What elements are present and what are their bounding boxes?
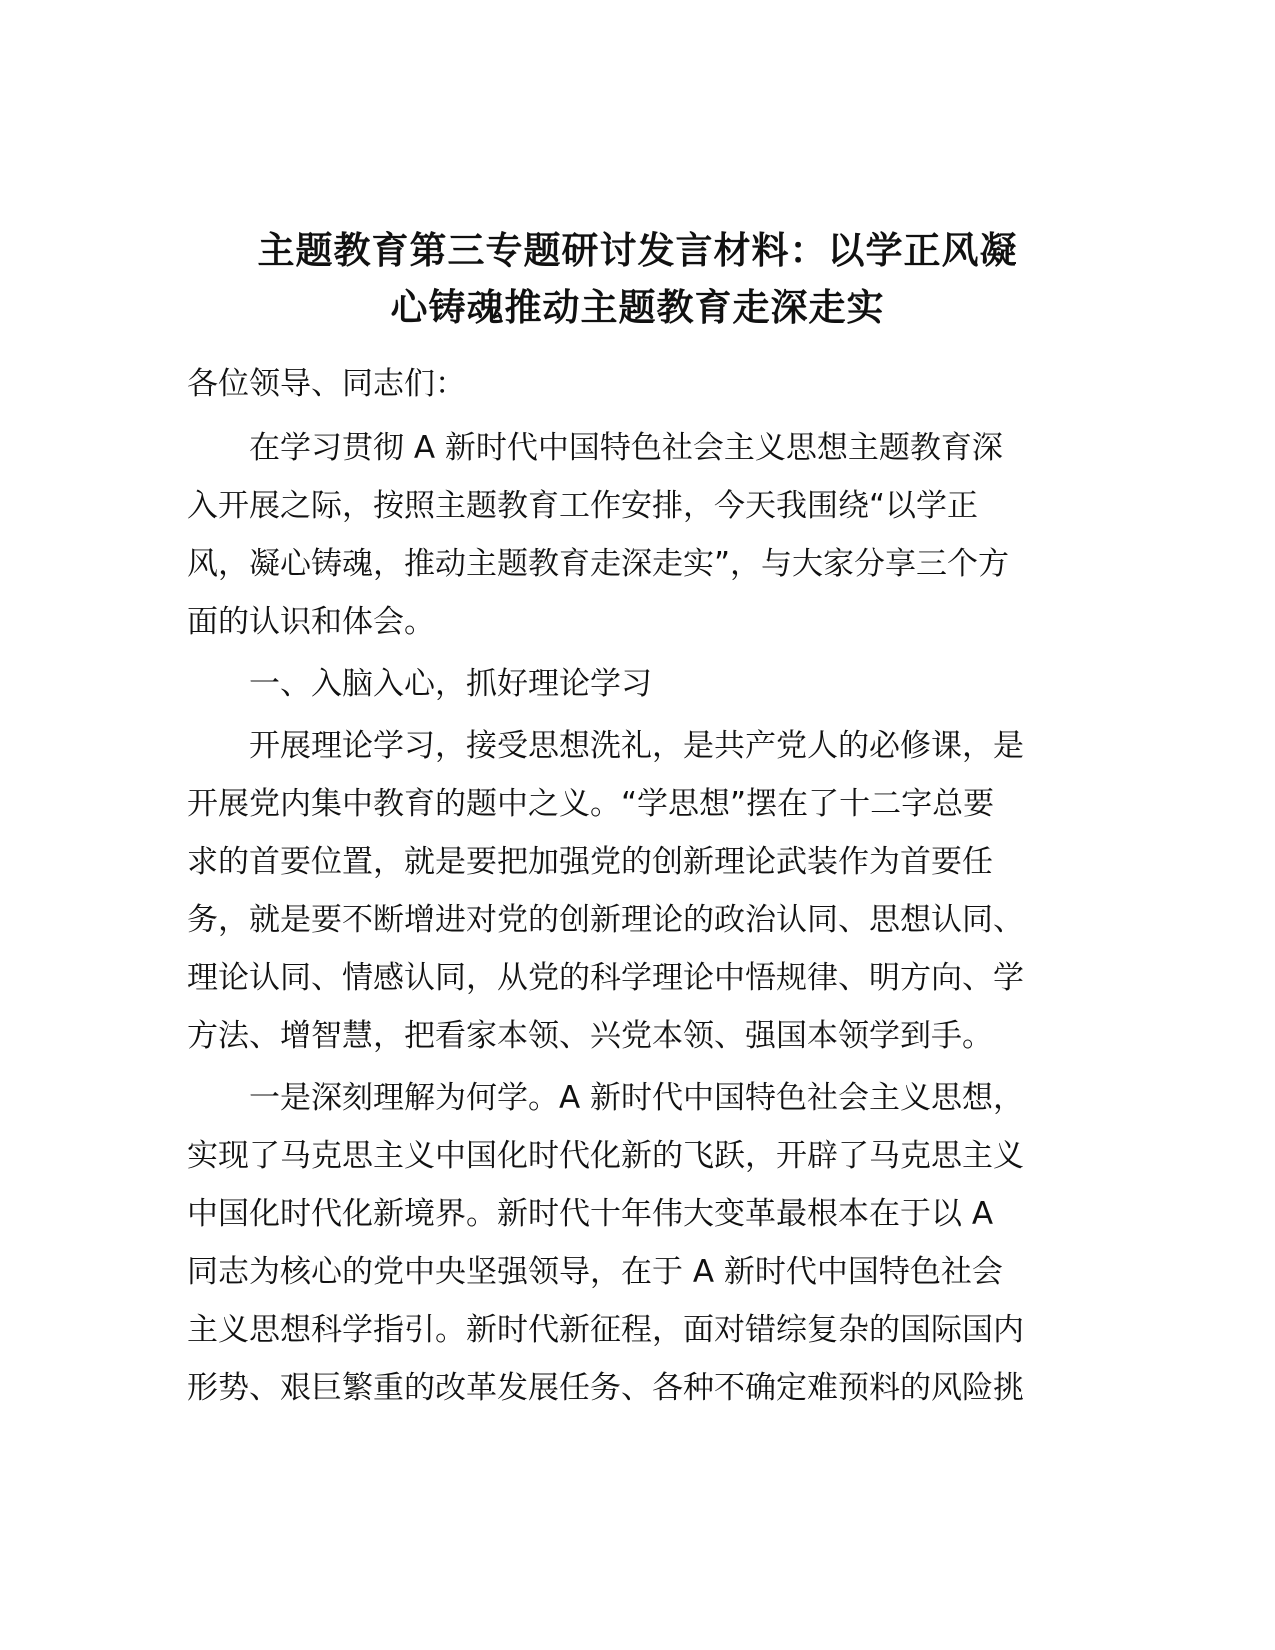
paragraph-why-learn bbox=[187, 1069, 1087, 1417]
text-line: 开展党内集中教育的题中之义。“学思想”摆在了十二字总要 bbox=[187, 786, 995, 822]
greeting: 各位领导、同志们： bbox=[187, 366, 466, 402]
text-line: 入开展之际，按照主题教育工作安排，今天我围绕“以学正 bbox=[187, 488, 979, 524]
section-heading: 一、入脑入心，抓好理论学习 bbox=[249, 666, 652, 702]
text-line: 在学习贯彻 A 新时代中国特色社会主义思想主题教育深 bbox=[249, 430, 1003, 466]
text-line: 风，凝心铸魂，推动主题教育走深走实”，与大家分享三个方 bbox=[187, 546, 1010, 582]
text-line: 求的首要位置，就是要把加强党的创新理论武装作为首要任 bbox=[187, 844, 993, 880]
text-line: 中国化时代化新境界。新时代十年伟大变革最根本在于以 A bbox=[187, 1196, 994, 1232]
document-body bbox=[187, 355, 1087, 1417]
text-line: 主义思想科学指引。新时代新征程，面对错综复杂的国际国内 bbox=[187, 1312, 1024, 1348]
text-line: 理论认同、情感认同，从党的科学理论中悟规律、明方向、学 bbox=[187, 960, 1024, 996]
paragraph-intro bbox=[187, 419, 1087, 651]
paragraph-theory bbox=[187, 717, 1087, 1065]
document-title bbox=[180, 222, 1095, 336]
text-line: 方法、增智慧，把看家本领、兴党本领、强国本领学到手。 bbox=[187, 1018, 993, 1054]
text-line: 务，就是要不断增进对党的创新理论的政治认同、思想认同、 bbox=[187, 902, 1024, 938]
title-line: 心铸魂推动主题教育走深走实 bbox=[390, 286, 885, 329]
text-line: 一是深刻理解为何学。A 新时代中国特色社会主义思想， bbox=[249, 1080, 1025, 1116]
title-line: 主题教育第三专题研讨发言材料：以学正风凝 bbox=[257, 229, 1018, 272]
text-line: 面的认识和体会。 bbox=[187, 604, 435, 640]
text-line: 同志为核心的党中央坚强领导，在于 A 新时代中国特色社会 bbox=[187, 1254, 1003, 1290]
text-line: 开展理论学习，接受思想洗礼，是共产党人的必修课，是 bbox=[249, 728, 1024, 764]
text-line: 实现了马克思主义中国化时代化新的飞跃，开辟了马克思主义 bbox=[187, 1138, 1024, 1174]
text-line: 形势、艰巨繁重的改革发展任务、各种不确定难预料的风险挑 bbox=[187, 1370, 1024, 1406]
